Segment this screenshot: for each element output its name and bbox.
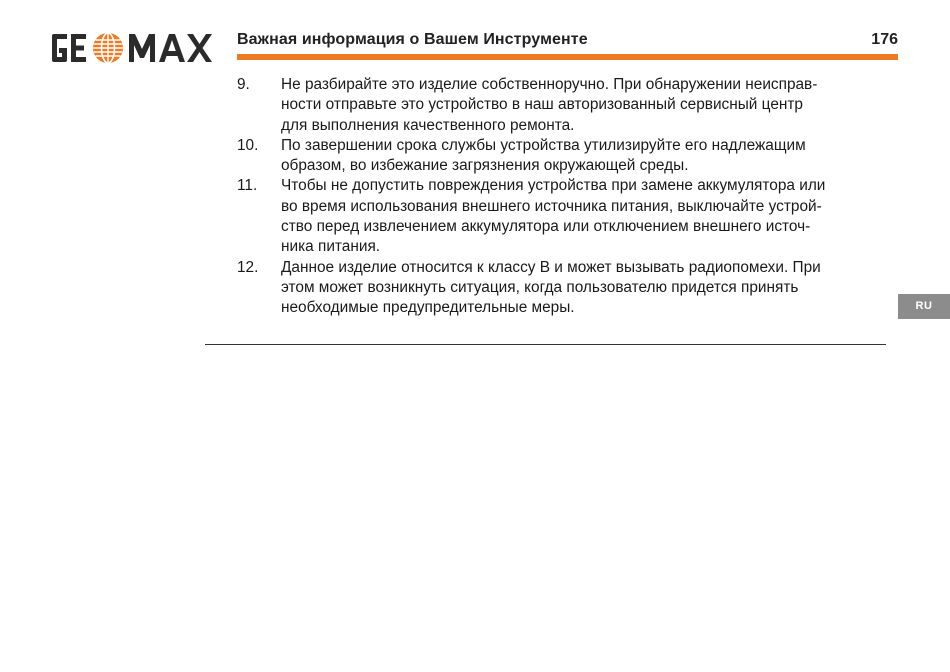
list-item-number: 10. xyxy=(237,136,259,154)
header-divider xyxy=(237,54,898,60)
list-item-text: Чтобы не допустить повреждения устройства при замене аккумулятора или во время использования внешнего источника питания, выключайте устрой- ство перед извлечением аккумулятора или отключением внешнего источ- ника питания. xyxy=(281,177,826,256)
list-item xyxy=(237,75,887,136)
language-tab[interactable]: RU xyxy=(898,294,950,319)
list-item-number: 11. xyxy=(237,177,258,195)
list-item-number: 9. xyxy=(237,76,250,93)
numbered-list xyxy=(237,75,887,319)
page-number: 176 xyxy=(871,31,898,48)
list-item-text: Данное изделие относится к классу B и может вызывать радиопомехи. При этом может возникнуть ситуация, когда пользователю придется принять необходимые предупредительные меры. xyxy=(281,258,821,317)
geomax-logo xyxy=(51,32,217,64)
list-item-text: Не разбирайте это изделие собственноручно. При обнаружении неисправ- ности отправьте это устройство в наш авторизованный сервисный центр для выполнения качественного ремонта. xyxy=(281,76,818,134)
list-item xyxy=(237,176,887,257)
section-end-divider xyxy=(205,344,886,345)
list-item-text: По завершении срока службы устройства утилизируйте его надлежащим образом, во избежание загрязнения окружающей среды. xyxy=(281,136,806,175)
page-header-title: Важная информация о Вашем Инструменте xyxy=(237,31,588,48)
list-item xyxy=(237,136,887,177)
list-item-number: 12. xyxy=(237,258,259,276)
list-item xyxy=(237,258,887,319)
